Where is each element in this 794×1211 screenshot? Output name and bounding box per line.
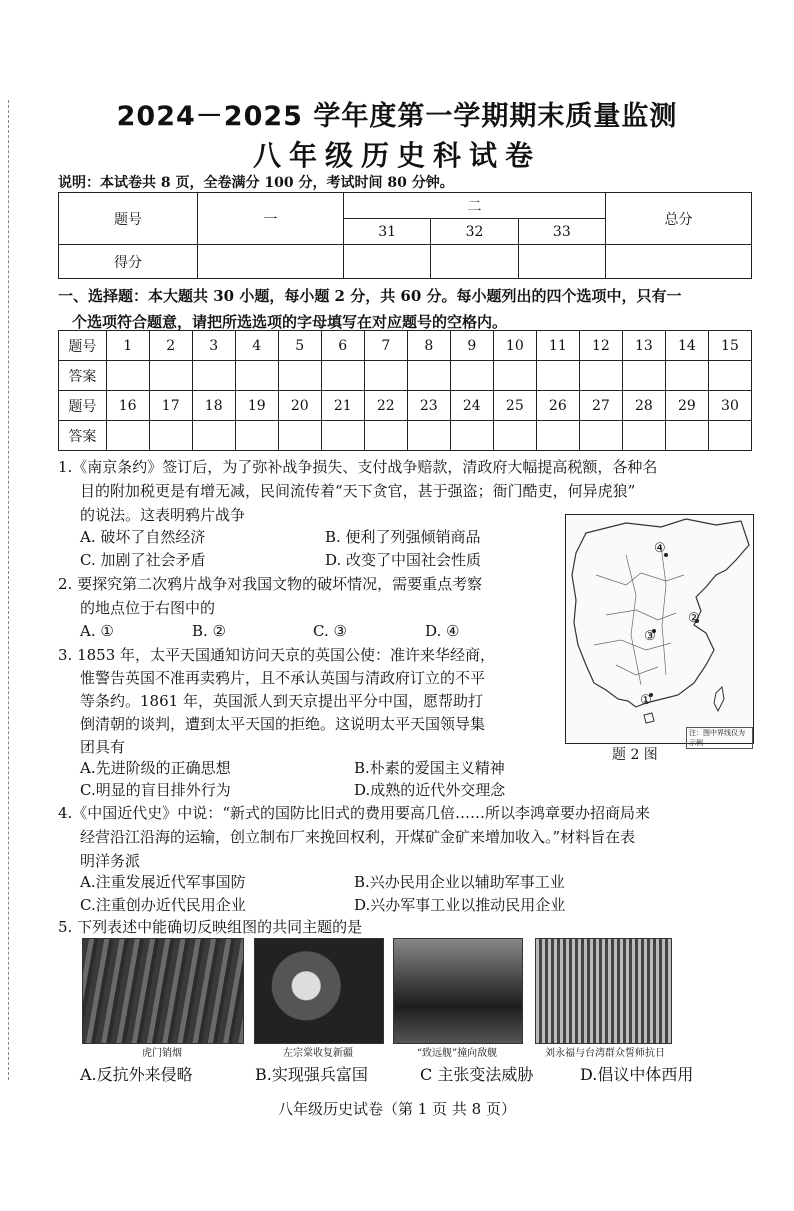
- section-line-1: 一、选择题：本大题共 30 小题，每小题 2 分，共 60 分。每小题列出的四个选项中，只有一: [58, 287, 682, 305]
- q1-option-c: C. 加剧了社会矛盾: [80, 551, 206, 569]
- answer-cell[interactable]: [493, 361, 536, 391]
- answer-cell[interactable]: [665, 361, 708, 391]
- answer-cell[interactable]: [579, 361, 622, 391]
- score-cell[interactable]: [431, 245, 518, 279]
- q4-option-d: D.兴办军事工业以推动民用企业: [354, 896, 566, 914]
- photo-zuo-zongtang: [254, 938, 384, 1044]
- map-note: 注：图中界线仅为示例: [686, 727, 753, 749]
- q3-option-b: B.朴素的爱国主义精神: [354, 759, 505, 777]
- question-number-cell: 20: [278, 391, 321, 421]
- answer-cell[interactable]: [192, 421, 235, 451]
- question-line: 3. 1853 年，太平天国通知访问天京的英国公使：准许来华经商，: [58, 646, 496, 664]
- china-map-figure: [565, 514, 754, 747]
- question-line: 目的附加税更是有增无减，民间流传着“天下贪官，甚于强盗；衙门酷吏，何异虎狼”: [80, 482, 636, 500]
- score-total: 总分: [606, 193, 752, 245]
- answer-number-row: [59, 391, 752, 421]
- question-number-cell: 29: [665, 391, 708, 421]
- question-number-cell: 22: [364, 391, 407, 421]
- exam-title: 2024－2025 学年度第一学期期末质量监测: [116, 101, 678, 132]
- q2-option-b: B. ②: [192, 622, 227, 640]
- answer-row-label-answer: 答案: [59, 361, 107, 391]
- question-number-cell: 8: [407, 331, 450, 361]
- q1-option-a: A. 破坏了自然经济: [80, 528, 206, 546]
- question-number-cell: 14: [665, 331, 708, 361]
- question-line: 明洋务派: [80, 852, 141, 870]
- answer-cell[interactable]: [364, 361, 407, 391]
- photo-caption-1: 虎门销烟: [142, 1048, 182, 1059]
- answer-blank-row: [59, 421, 752, 451]
- photo-zhiyuan-ship: [393, 938, 523, 1044]
- q4-option-c: C.注重创办近代民用企业: [80, 896, 246, 914]
- score-cell[interactable]: [198, 245, 344, 279]
- question-number-cell: 19: [235, 391, 278, 421]
- question-number-cell: 3: [192, 331, 235, 361]
- q2-option-c: C. ③: [313, 622, 347, 640]
- answer-cell[interactable]: [278, 361, 321, 391]
- page-footer: 八年级历史试卷（第 1 页 共 8 页）: [278, 1100, 516, 1118]
- question-number-cell: 12: [579, 331, 622, 361]
- question-line: 2. 要探究第二次鸦片战争对我国文物的破坏情况，需要重点考察: [58, 575, 483, 593]
- q3-option-c: C.明显的盲目排外行为: [80, 781, 231, 799]
- question-line: 倒清朝的谈判，遭到太平天国的拒绝。这说明太平天国领导集: [80, 715, 486, 733]
- answer-cell[interactable]: [192, 361, 235, 391]
- q2-option-d: D. ④: [425, 622, 460, 640]
- question-line: 团具有: [80, 738, 126, 756]
- question-number-cell: 25: [493, 391, 536, 421]
- question-5: 5. 下列表述中能确切反映组图的共同主题的是: [58, 918, 363, 936]
- question-number-cell: 23: [407, 391, 450, 421]
- question-line: 的地点位于右图中的: [80, 599, 216, 617]
- map-caption: 题 2 图: [612, 747, 658, 763]
- question-number-cell: 10: [493, 331, 536, 361]
- question-number-cell: 13: [622, 331, 665, 361]
- answer-cell[interactable]: [665, 421, 708, 451]
- answer-row-label-number: 题号: [59, 331, 107, 361]
- question-number-cell: 28: [622, 391, 665, 421]
- q5-option-a: A.反抗外来侵略: [80, 1065, 193, 1084]
- answer-cell[interactable]: [708, 421, 751, 451]
- question-number-cell: 4: [235, 331, 278, 361]
- question-number-cell: 21: [321, 391, 364, 421]
- q5-option-b: B.实现强兵富国: [255, 1065, 368, 1084]
- answer-table: [58, 330, 752, 451]
- score-sub-32: 32: [431, 219, 518, 245]
- question-line: 等条约。1861 年，英国派人到天京提出平分中国，愿帮助打: [80, 692, 483, 710]
- score-cell[interactable]: [518, 245, 605, 279]
- question-line: 惟警告英国不准再卖鸦片，且不承认英国与清政府订立的不平: [80, 669, 486, 687]
- answer-number-row: [59, 331, 752, 361]
- binding-line: [8, 100, 9, 1080]
- score-col-header: 题号: [59, 193, 198, 245]
- map-mark-3: ③: [644, 629, 656, 644]
- question-number-cell: 2: [149, 331, 192, 361]
- answer-cell[interactable]: [622, 361, 665, 391]
- question-4: [58, 801, 758, 873]
- score-sub-33: 33: [518, 219, 605, 245]
- question-number-cell: 5: [278, 331, 321, 361]
- map-mark-2: ②: [688, 611, 700, 626]
- q2-option-a: A. ①: [80, 622, 114, 640]
- score-cell[interactable]: [606, 245, 752, 279]
- question-number-cell: 24: [450, 391, 493, 421]
- photo-humen: [82, 938, 244, 1044]
- answer-cell[interactable]: [321, 421, 364, 451]
- photo-caption-4: 刘永福与台湾群众誓师抗日: [545, 1048, 665, 1059]
- score-cell[interactable]: [344, 245, 431, 279]
- question-line: 1.《南京条约》签订后，为了弥补战争损失、支付战争赔款，清政府大幅提高税额，各种名: [58, 458, 658, 476]
- question-number-cell: 15: [708, 331, 751, 361]
- question-line: 4.《中国近代史》中说：“新式的国防比旧式的费用要高几倍……所以李鸿章要办招商局来: [58, 804, 650, 822]
- q4-option-b: B.兴办民用企业以辅助军事工业: [354, 873, 565, 891]
- answer-cell[interactable]: [450, 361, 493, 391]
- question-number-cell: 16: [106, 391, 149, 421]
- answer-cell[interactable]: [278, 421, 321, 451]
- question-3: [58, 644, 558, 759]
- answer-cell[interactable]: [364, 421, 407, 451]
- answer-cell[interactable]: [106, 421, 149, 451]
- answer-row-label-answer: 答案: [59, 421, 107, 451]
- answer-cell[interactable]: [407, 361, 450, 391]
- question-number-cell: 30: [708, 391, 751, 421]
- answer-cell[interactable]: [493, 421, 536, 451]
- question-2: [58, 572, 558, 620]
- question-number-cell: 9: [450, 331, 493, 361]
- question-number-cell: 6: [321, 331, 364, 361]
- section-instructions: [58, 283, 758, 335]
- q3-option-a: A.先进阶级的正确思想: [80, 759, 231, 777]
- score-sub-31: 31: [344, 219, 431, 245]
- q1-option-b: B. 便利了列强倾销商品: [325, 528, 481, 546]
- question-line: 经营沿江沿海的运输，创立制布厂来挽回权利，开煤矿金矿来增加收入。”材料旨在表: [80, 828, 636, 846]
- q3-option-d: D.成熟的近代外交理念: [354, 781, 506, 799]
- map-mark-4: ④: [654, 541, 666, 556]
- answer-cell[interactable]: [235, 361, 278, 391]
- answer-row-label-number: 题号: [59, 391, 107, 421]
- answer-cell[interactable]: [149, 361, 192, 391]
- q5-option-c: C 主张变法威胁: [420, 1065, 534, 1084]
- score-part1: 一: [198, 193, 344, 245]
- exam-note: 说明：本试卷共 8 页，全卷满分 100 分，考试时间 80 分钟。: [58, 175, 454, 191]
- question-number-cell: 27: [579, 391, 622, 421]
- question-number-cell: 26: [536, 391, 579, 421]
- q1-option-d: D. 改变了中国社会性质: [325, 551, 482, 569]
- question-number-cell: 1: [106, 331, 149, 361]
- score-part2: 二: [344, 193, 606, 219]
- answer-cell[interactable]: [235, 421, 278, 451]
- answer-cell[interactable]: [321, 361, 364, 391]
- answer-cell[interactable]: [536, 361, 579, 391]
- photo-caption-3: “致远舰”撞向敌舰: [416, 1048, 498, 1059]
- answer-cell[interactable]: [622, 421, 665, 451]
- answer-cell[interactable]: [579, 421, 622, 451]
- answer-cell[interactable]: [106, 361, 149, 391]
- section-line-2: 个选项符合题意，请把所选选项的字母填写在对应题号的空格内。: [72, 313, 508, 331]
- answer-cell[interactable]: [149, 421, 192, 451]
- question-line: 的说法。这表明鸦片战争: [80, 506, 246, 524]
- photo-liu-yongfu: [535, 938, 672, 1044]
- answer-cell[interactable]: [536, 421, 579, 451]
- q5-option-d: D.倡议中体西用: [580, 1065, 694, 1084]
- q4-option-a: A.注重发展近代军事国防: [80, 873, 246, 891]
- answer-cell[interactable]: [450, 421, 493, 451]
- question-number-cell: 7: [364, 331, 407, 361]
- map-mark-1: ①: [640, 693, 652, 708]
- question-number-cell: 11: [536, 331, 579, 361]
- answer-cell[interactable]: [708, 361, 751, 391]
- question-number-cell: 18: [192, 391, 235, 421]
- question-number-cell: 17: [149, 391, 192, 421]
- answer-blank-row: [59, 361, 752, 391]
- photo-caption-2: 左宗棠收复新疆: [283, 1048, 353, 1059]
- score-row-label: 得分: [59, 245, 198, 279]
- answer-cell[interactable]: [407, 421, 450, 451]
- score-table: [58, 192, 752, 279]
- exam-subtitle: 八年级历史科试卷: [252, 139, 541, 172]
